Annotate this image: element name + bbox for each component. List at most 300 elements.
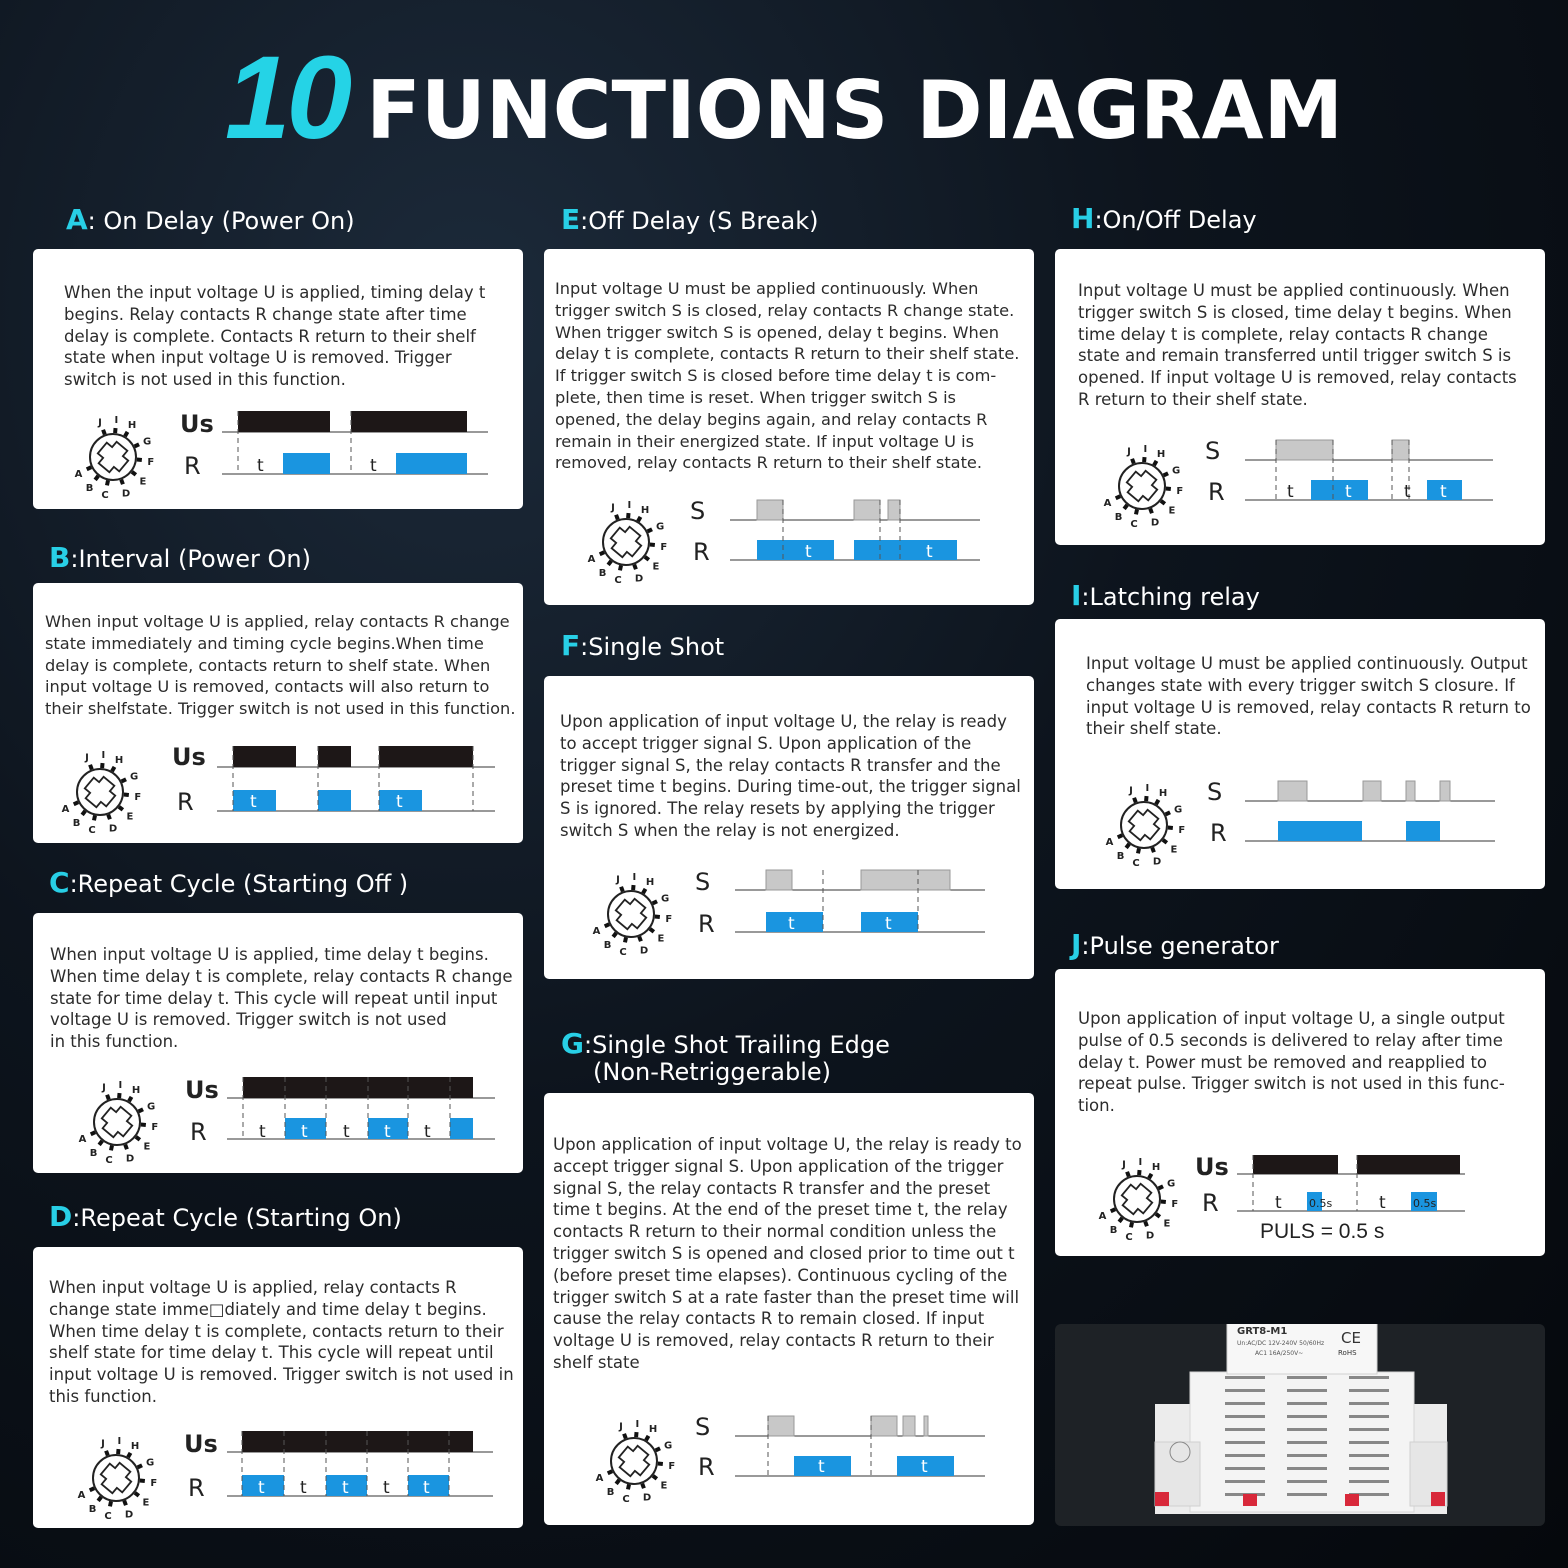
dial-letter: H bbox=[645, 877, 655, 889]
dial-tick bbox=[648, 529, 652, 531]
dial-tick bbox=[605, 924, 610, 926]
dial-tick bbox=[87, 467, 92, 469]
signal-pulse bbox=[1392, 440, 1409, 460]
heading-j: J:Pulse generator bbox=[1071, 928, 1279, 961]
dial-letter: G bbox=[1167, 1178, 1176, 1190]
dial-letter: A bbox=[78, 1134, 87, 1146]
product-spec-1: Un:AC/DC 12V-240V 50/60Hz bbox=[1237, 1340, 1325, 1347]
spec-line bbox=[1225, 1428, 1265, 1431]
knob-dial-c bbox=[72, 1074, 162, 1164]
timing-diagram-c bbox=[175, 1066, 505, 1156]
dial-tick bbox=[1145, 1222, 1147, 1227]
dial-tick bbox=[642, 1484, 644, 1489]
dial-tick bbox=[1118, 835, 1123, 837]
t-label: t bbox=[1440, 482, 1447, 502]
heading-a: A: On Delay (Power On) bbox=[66, 203, 355, 236]
timing-diagram-j bbox=[1185, 1145, 1485, 1225]
dial-letter: J bbox=[1127, 446, 1131, 458]
dial-letter: I bbox=[117, 1436, 122, 1448]
dial-tick bbox=[1127, 1172, 1129, 1177]
t-label: t bbox=[885, 914, 892, 934]
dial-letter: E bbox=[1170, 844, 1178, 856]
dial-tick bbox=[99, 1141, 102, 1145]
dial-tick bbox=[1161, 1202, 1166, 1203]
relay-pulse bbox=[1311, 480, 1368, 500]
relay-device-image bbox=[1055, 1324, 1545, 1526]
dial-letter: E bbox=[139, 476, 147, 488]
signal-pulse bbox=[1363, 781, 1381, 801]
desc-b: When input voltage U is applied, relay contacts R change state immediately and timing cycle begins.When time delay is complete, contacts return to shelf state. When input voltage U is removed, contacts will also return to their shelfstate. Trigger switch is not used in this function. bbox=[45, 612, 516, 719]
t-label: t bbox=[423, 1478, 430, 1498]
dial-tick bbox=[634, 565, 636, 570]
t-label: t bbox=[1287, 482, 1294, 502]
knob-dial-f bbox=[586, 866, 676, 956]
dial-tick bbox=[1111, 1209, 1116, 1211]
spec-line bbox=[1349, 1376, 1389, 1379]
relay-pulse bbox=[1278, 821, 1362, 841]
dial-tick bbox=[1150, 509, 1152, 514]
signal-label-2: R bbox=[190, 1118, 207, 1146]
dial-tick bbox=[90, 765, 92, 770]
signal-pulse bbox=[242, 1431, 473, 1452]
knob-dial-h bbox=[1097, 438, 1187, 528]
dial-letter: J bbox=[611, 502, 615, 514]
t-label: t bbox=[1379, 1193, 1386, 1213]
dial-letter: D bbox=[1150, 517, 1160, 528]
dial-tick bbox=[628, 1484, 629, 1489]
signal-pulse bbox=[1406, 781, 1415, 801]
t-label: t bbox=[343, 1122, 350, 1142]
dial-letter: H bbox=[114, 755, 124, 767]
dial-letter: B bbox=[89, 1147, 98, 1159]
dial-letter: A bbox=[1105, 837, 1114, 849]
dial-body bbox=[1119, 463, 1165, 509]
dial-letter: E bbox=[1163, 1218, 1171, 1230]
knob-dial-b bbox=[55, 744, 145, 834]
dial-tick bbox=[600, 552, 605, 554]
dial-letter: J bbox=[85, 752, 89, 764]
dial-letter: B bbox=[598, 567, 607, 579]
spec-line bbox=[1349, 1454, 1389, 1457]
dial-tick bbox=[1131, 1222, 1132, 1227]
dial-letter: B bbox=[1109, 1224, 1118, 1236]
dial-letter: H bbox=[130, 1441, 140, 1453]
desc-d: When input voltage U is applied, relay contacts R change state imme□diately and time delay t begins. When time delay t is complete, contacts return to their shelf state for time delay t. This cycle will repeat until input voltage U is removed. Trigger switch is not used in this function. bbox=[49, 1278, 514, 1406]
dial-tick bbox=[653, 901, 657, 903]
t-label: t bbox=[342, 1478, 349, 1498]
dial-tick bbox=[103, 430, 105, 435]
spec-line bbox=[1287, 1480, 1327, 1483]
dial-tick bbox=[646, 1436, 649, 1440]
heading-d: D:Repeat Cycle (Starting On) bbox=[49, 1200, 402, 1233]
dial-letter: I bbox=[114, 415, 119, 427]
signal-pulse bbox=[318, 746, 351, 767]
t-label: t bbox=[818, 1457, 825, 1477]
dial-letter: A bbox=[61, 804, 70, 816]
dial-tick bbox=[124, 1501, 126, 1506]
dial-tick bbox=[119, 807, 123, 810]
dial-letter: H bbox=[648, 1424, 658, 1436]
knob-dial-e bbox=[581, 494, 671, 584]
timing-diagram-a bbox=[170, 400, 500, 490]
dial-tick bbox=[613, 933, 616, 937]
signal-pulse bbox=[854, 500, 880, 520]
t-label: t bbox=[257, 456, 264, 476]
dial-tick bbox=[1136, 509, 1137, 514]
ce-mark: CE bbox=[1341, 1329, 1361, 1347]
dial-letter: F bbox=[660, 541, 668, 553]
dial-tick bbox=[1134, 798, 1136, 803]
signal-pulse bbox=[924, 1416, 928, 1436]
dial-tick bbox=[128, 1453, 131, 1457]
signal-label-1: Us bbox=[184, 1430, 218, 1458]
knob-dial-i bbox=[1099, 777, 1189, 867]
dial-letter: E bbox=[142, 1497, 150, 1509]
knob-dial-d bbox=[71, 1430, 161, 1520]
dial-letter: C bbox=[1132, 858, 1140, 867]
dial-tick bbox=[655, 917, 660, 918]
signal-label-1: Us bbox=[172, 743, 206, 771]
signal-label-2: R bbox=[1202, 1189, 1219, 1217]
dial-letter: I bbox=[1145, 783, 1150, 795]
dial-letter: B bbox=[88, 1503, 97, 1515]
dial-tick bbox=[90, 1488, 95, 1490]
knob-dial-g bbox=[589, 1413, 679, 1503]
t-label: t bbox=[300, 1478, 307, 1498]
dial-letter: G bbox=[143, 436, 152, 448]
heading-b: B:Interval (Power On) bbox=[49, 541, 311, 574]
dial-letter: E bbox=[660, 1480, 668, 1492]
dial-tick bbox=[650, 929, 654, 932]
dial-letter: F bbox=[151, 1121, 159, 1133]
dial-letter: A bbox=[595, 1473, 604, 1485]
dial-letter: J bbox=[98, 417, 102, 429]
signal-label-2: R bbox=[693, 538, 710, 566]
dial-body bbox=[611, 1438, 657, 1484]
dial-letter: G bbox=[146, 1457, 155, 1469]
dial-tick bbox=[122, 779, 126, 781]
spec-line bbox=[1287, 1441, 1327, 1444]
dial-letter: I bbox=[635, 1419, 640, 1431]
signal-pulse bbox=[903, 1416, 915, 1436]
desc-c: When input voltage U is applied, time delay t begins. When time delay t is complete, relay contacts R change state for time delay t. This cycle will repeat until input voltage U is removed. Trigger switch is not used in this function. bbox=[50, 945, 513, 1052]
dial-tick bbox=[95, 476, 98, 480]
dial-letter: F bbox=[1176, 485, 1184, 497]
signal-pulse bbox=[1276, 440, 1333, 460]
spec-line bbox=[1287, 1493, 1327, 1496]
dial-letter: F bbox=[665, 913, 673, 925]
dial-tick bbox=[140, 1481, 145, 1482]
signal-pulse bbox=[888, 500, 900, 520]
rohs-mark: RoHS bbox=[1338, 1349, 1357, 1357]
relay-pulse bbox=[283, 453, 330, 474]
t-label: t bbox=[805, 542, 812, 562]
desc-i: Input voltage U must be applied continuously. Output changes state with every trigger switch S closure. If input voltage U is removed, relay contacts R return to their shelf state. bbox=[1086, 654, 1531, 739]
signal-pulse bbox=[1440, 781, 1450, 801]
relay-pulse bbox=[757, 540, 834, 560]
dial-tick bbox=[1138, 848, 1139, 853]
signal-label-1: S bbox=[1205, 437, 1221, 465]
dial-letter: C bbox=[104, 1511, 112, 1520]
spec-line bbox=[1225, 1441, 1265, 1444]
signal-label-2: R bbox=[184, 452, 201, 480]
t-label: t bbox=[926, 542, 933, 562]
dial-letter: G bbox=[661, 893, 670, 905]
signal-label-2: R bbox=[188, 1474, 205, 1502]
dial-tick bbox=[608, 1471, 613, 1473]
dial-tick bbox=[608, 561, 611, 565]
spec-line bbox=[1349, 1480, 1389, 1483]
dial-body bbox=[1114, 1176, 1160, 1222]
dial-letter: H bbox=[127, 420, 137, 432]
dial-tick bbox=[121, 480, 123, 485]
dial-letter: H bbox=[1156, 449, 1166, 461]
dial-body bbox=[608, 891, 654, 937]
dial-tick bbox=[107, 1095, 109, 1100]
timing-diagram-b bbox=[160, 735, 500, 825]
signal-label-1: S bbox=[695, 1413, 711, 1441]
dial-tick bbox=[638, 517, 641, 521]
dial-letter: I bbox=[627, 500, 632, 512]
dial-letter: G bbox=[147, 1101, 156, 1113]
timing-diagram-h bbox=[1195, 430, 1515, 520]
dial-letter: C bbox=[88, 825, 96, 834]
t-label: t bbox=[301, 1122, 308, 1142]
dial-letter: D bbox=[1145, 1230, 1155, 1241]
dial-tick bbox=[137, 460, 142, 461]
t-label: t bbox=[396, 792, 403, 812]
dial-letter: A bbox=[1098, 1211, 1107, 1223]
dial-letter: I bbox=[632, 872, 637, 884]
dial-body bbox=[1121, 802, 1167, 848]
dial-letter: B bbox=[1116, 850, 1125, 862]
dial-tick bbox=[110, 1501, 111, 1506]
puls-caption: PULS = 0.5 s bbox=[1260, 1220, 1385, 1243]
dial-tick bbox=[82, 811, 85, 815]
spec-line bbox=[1287, 1415, 1327, 1418]
pulse-label: 0.5s bbox=[1309, 1197, 1333, 1210]
page-title bbox=[0, 30, 1568, 166]
dial-body bbox=[77, 769, 123, 815]
signal-pulse bbox=[861, 870, 950, 890]
dial-letter: A bbox=[77, 1490, 86, 1502]
dial-tick bbox=[1126, 844, 1129, 848]
desc-e: Input voltage U must be applied continuously. When trigger switch S is closed, relay contacts R change state. When trigger switch S is opened, delay t begins. When delay t is complete, contacts R return to their shelf state. If trigger switch S is closed before time delay t is com- plete, then time is reset. When trigger switch S is opened, the delay begins again, and relay contacts R remain in their energized state. If input voltage U is removed, relay contacts R return to their shelf state. bbox=[555, 279, 1020, 473]
dial-letter: J bbox=[102, 1082, 106, 1094]
spec-line bbox=[1349, 1441, 1389, 1444]
dial-tick bbox=[107, 480, 108, 485]
desc-h: Input voltage U must be applied continuously. When trigger switch S is closed, time delay t begins. When time delay t is complete, relay contacts R change state and remain transferred until trigger switch S is opened. If input voltage U is removed, relay contacts R return to their shelf state. bbox=[1078, 281, 1517, 409]
dial-letter: H bbox=[640, 505, 650, 517]
dial-tick bbox=[1132, 459, 1134, 464]
timing-diagram-d bbox=[175, 1420, 505, 1515]
dial-tick bbox=[650, 545, 655, 546]
signal-label-2: R bbox=[1210, 819, 1227, 847]
dial-letter: F bbox=[1171, 1198, 1179, 1210]
dial-tick bbox=[132, 472, 136, 475]
heading-i: I:Latching relay bbox=[1071, 579, 1260, 612]
dial-tick bbox=[141, 1125, 146, 1126]
signal-pulse bbox=[1253, 1155, 1338, 1174]
t-label: t bbox=[259, 1122, 266, 1142]
signal-label-1: S bbox=[690, 497, 706, 525]
dial-letter: B bbox=[603, 939, 612, 951]
dial-tick bbox=[1164, 473, 1168, 475]
dial-letter: F bbox=[668, 1460, 676, 1472]
dial-tick bbox=[1166, 812, 1170, 814]
spec-line bbox=[1287, 1376, 1327, 1379]
dial-tick bbox=[645, 557, 649, 560]
t-label: t bbox=[1404, 482, 1411, 502]
dial-letter: A bbox=[1103, 498, 1112, 510]
dial-tick bbox=[621, 887, 623, 892]
pulse-label: 0.5s bbox=[1413, 1197, 1437, 1210]
desc-j: Upon application of input voltage U, a single output pulse of 0.5 seconds is delivered to relay after time delay t. Power must be removed and reapplied to repeat pulse. Trigger switch is not used in this func- tion. bbox=[1078, 1009, 1505, 1116]
desc-g: Upon application of input voltage U, the relay is ready to accept trigger signal S. Upon application of the trigger signal S, the relay contacts R transfer and the preset time t begins. At the end of the preset time t, the relay contacts R return to their normal condition unless the trigger switch S is opened and closed prior to time out t (before preset time elapses). Continuous cycling of the trigger switch S at a rate faster than the preset time will cause the relay contacts R to remain closed. If input voltage U is removed, relay contacts R return to their shelf state bbox=[553, 1135, 1022, 1372]
dial-body bbox=[93, 1455, 139, 1501]
dial-letter: E bbox=[1168, 505, 1176, 517]
dial-letter: C bbox=[101, 490, 109, 499]
relay-pulse bbox=[396, 453, 467, 474]
signal-pulse bbox=[243, 1077, 473, 1098]
spec-line bbox=[1225, 1480, 1265, 1483]
dial-letter: C bbox=[1125, 1232, 1133, 1241]
dial-letter: C bbox=[619, 947, 627, 956]
dial-letter: D bbox=[639, 945, 649, 956]
dial-letter: D bbox=[125, 1153, 135, 1164]
dial-letter: D bbox=[108, 823, 118, 834]
dial-letter: C bbox=[1130, 519, 1138, 528]
spec-line bbox=[1225, 1454, 1265, 1457]
dial-letter: F bbox=[1178, 824, 1186, 836]
t-label: t bbox=[424, 1122, 431, 1142]
heading-g-sub: (Non-Retriggerable) bbox=[593, 1058, 832, 1086]
dial-tick bbox=[125, 1145, 127, 1150]
dial-body bbox=[94, 1099, 140, 1145]
knob-dial-j bbox=[1092, 1151, 1182, 1241]
dial-letter: C bbox=[105, 1155, 113, 1164]
dial-tick bbox=[135, 1493, 139, 1496]
dial-tick bbox=[1119, 1218, 1122, 1222]
dial-tick bbox=[1154, 461, 1157, 465]
heading-h: H:On/Off Delay bbox=[1071, 202, 1257, 235]
signal-label-2: R bbox=[1208, 478, 1225, 506]
dial-body bbox=[90, 434, 136, 480]
signal-pulse bbox=[768, 1416, 794, 1436]
dial-tick bbox=[91, 1132, 96, 1134]
dial-tick bbox=[1168, 828, 1173, 829]
dial-tick bbox=[1149, 1174, 1152, 1178]
spec-line bbox=[1225, 1402, 1265, 1405]
dial-letter: J bbox=[616, 874, 620, 886]
signal-pulse bbox=[238, 411, 330, 432]
t-label: t bbox=[921, 1457, 928, 1477]
dial-letter: E bbox=[126, 811, 134, 823]
product-photo bbox=[1055, 1324, 1545, 1526]
spec-line bbox=[1349, 1428, 1389, 1431]
dial-letter: D bbox=[121, 488, 131, 499]
dial-tick bbox=[653, 1476, 657, 1479]
t-label: t bbox=[384, 1122, 391, 1142]
spec-line bbox=[1225, 1389, 1265, 1392]
spec-line bbox=[1225, 1376, 1265, 1379]
heading-g: G:Single Shot Trailing Edge bbox=[561, 1027, 890, 1060]
dial-letter: H bbox=[1151, 1162, 1161, 1174]
product-model: GRT8-M1 bbox=[1237, 1326, 1288, 1337]
spec-line bbox=[1349, 1467, 1389, 1470]
t-label: t bbox=[1345, 482, 1352, 502]
dial-tick bbox=[643, 889, 646, 893]
dial-tick bbox=[1163, 840, 1167, 843]
t-label: t bbox=[370, 456, 377, 476]
dial-letter: C bbox=[614, 575, 622, 584]
dial-tick bbox=[656, 1448, 660, 1450]
dial-letter: B bbox=[72, 817, 81, 829]
dial-tick bbox=[135, 444, 139, 446]
dial-letter: D bbox=[634, 573, 644, 584]
dial-letter: F bbox=[147, 456, 155, 468]
signal-pulse bbox=[1357, 1155, 1460, 1174]
dial-tick bbox=[1166, 489, 1171, 490]
knob-dial-a bbox=[68, 409, 158, 499]
dial-body bbox=[603, 519, 649, 565]
spec-line bbox=[1225, 1415, 1265, 1418]
dial-tick bbox=[111, 1145, 112, 1150]
signal-pulse bbox=[1278, 781, 1307, 801]
dial-letter: A bbox=[74, 469, 83, 481]
dial-tick bbox=[138, 1465, 142, 1467]
dial-tick bbox=[625, 937, 626, 942]
title-number: 10 bbox=[224, 32, 349, 164]
dial-tick bbox=[1156, 800, 1159, 804]
dial-letter: G bbox=[656, 521, 665, 533]
dial-tick bbox=[94, 815, 95, 820]
dial-letter: J bbox=[101, 1438, 105, 1450]
heading-e: E:Off Delay (S Break) bbox=[561, 203, 819, 236]
signal-label-1: Us bbox=[180, 410, 214, 438]
dial-letter: G bbox=[1172, 465, 1181, 477]
dial-letter: D bbox=[124, 1509, 134, 1520]
dial-tick bbox=[1156, 1214, 1160, 1217]
signal-pulse bbox=[379, 746, 473, 767]
relay-pulse bbox=[318, 790, 351, 811]
spec-line bbox=[1287, 1389, 1327, 1392]
spec-line bbox=[1287, 1402, 1327, 1405]
dial-letter: A bbox=[592, 926, 601, 938]
dial-letter: D bbox=[642, 1492, 652, 1503]
dial-tick bbox=[1116, 496, 1121, 498]
dial-tick bbox=[616, 515, 618, 520]
spec-line bbox=[1349, 1415, 1389, 1418]
dial-letter: I bbox=[118, 1080, 123, 1092]
dial-letter: I bbox=[101, 750, 106, 762]
dial-tick bbox=[1124, 505, 1127, 509]
timing-diagram-i bbox=[1195, 770, 1515, 860]
t-label: t bbox=[788, 914, 795, 934]
heading-c: C:Repeat Cycle (Starting Off ) bbox=[49, 866, 409, 899]
signal-label-2: R bbox=[177, 788, 194, 816]
desc-a: When the input voltage U is applied, timing delay t begins. Relay contacts R change state after time delay is complete. Contacts R return to their shelf state when input voltage U is removed. Trigger switch is not used in this function. bbox=[64, 283, 486, 390]
heading-f: F:Single Shot bbox=[561, 629, 725, 662]
signal-label-1: Us bbox=[1195, 1153, 1229, 1181]
relay-pulse bbox=[1406, 821, 1440, 841]
signal-label-2: R bbox=[698, 1453, 715, 1481]
dial-tick bbox=[1152, 848, 1154, 853]
dial-tick bbox=[616, 1480, 619, 1484]
spec-line bbox=[1287, 1428, 1327, 1431]
dial-tick bbox=[98, 1497, 101, 1501]
timing-diagram-g bbox=[685, 1405, 1005, 1495]
